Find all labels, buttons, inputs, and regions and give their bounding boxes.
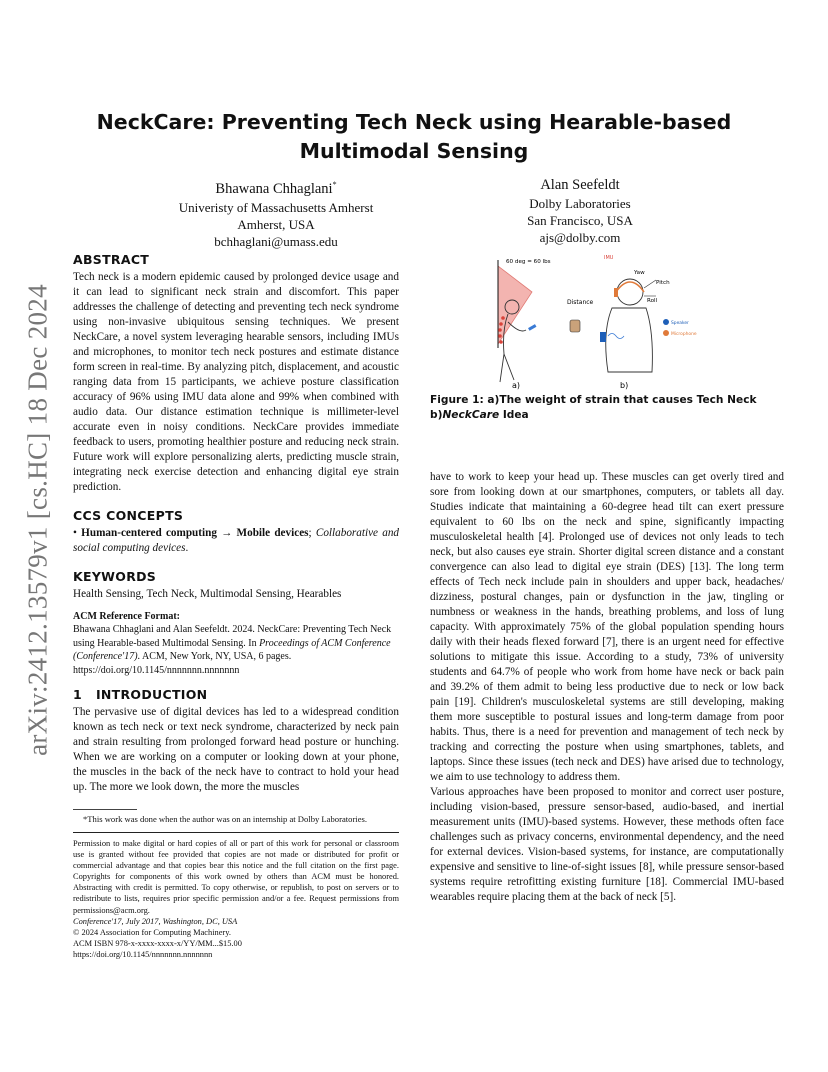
intro-heading-text: INTRODUCTION (95, 687, 208, 703)
acm-reference-venue: Proceedings of ACM Conference (Conference'17) (73, 637, 391, 663)
intro-number: 1 (73, 687, 82, 703)
author-block-2 (460, 175, 700, 246)
intro-text: The pervasive use of digital devices has led to a widespread condition known as tech neck or text neck syndrome, characterized by neck pain and strain resulting from prolonged forward head posture or hunching. When we are working on a computer or looking down at your phone, the muscles in the back of the neck have to contract to hold your head up. The more we look down, the more the muscles (73, 706, 399, 794)
author-block-1 (126, 175, 426, 250)
keywords-heading: KEYWORDS (73, 569, 157, 584)
author-affiliation: Dolby Laboratories (529, 196, 631, 211)
figure-panel-b (567, 255, 697, 390)
ccs-text (73, 526, 399, 556)
angle-wedge (498, 266, 532, 344)
head (617, 279, 643, 305)
spine-dot (498, 334, 502, 338)
speaker-label: Speaker (671, 321, 689, 326)
spine-dot (499, 322, 503, 326)
figure-1 (484, 252, 720, 392)
author-location: Amherst, USA (237, 216, 315, 232)
footnote: *This work was done when the author was on an internship at Dolby Laboratories. (83, 814, 368, 824)
intro-paragraph-2: Various approaches have been proposed to monitor and correct user posture, including vision-based, pressure sensor-based, audio-based, and inertial measurement units (IMU)-based systems. However, these methods often face challenges such as privacy concerns, environmental dependency, and the need for external devices. Vision-based systems, for instance, are computationally expensive and sensitive to line-of-sight issues [8], while pressure sensor-based systems require retrofitting existing furniture [18]. Commercial IMU-based wearables require placing them at the back of neck [5]. (430, 786, 784, 903)
ccs-separator: ; (308, 527, 316, 539)
ccs-end: . (185, 542, 189, 554)
panel-b-label: b) (620, 381, 629, 390)
author-email: ajs@dolby.com (539, 230, 621, 245)
acm-reference (73, 610, 399, 677)
abstract-text: Tech neck is a modern epidemic caused by prolonged device usage and it can lead to significant neck strain and discomfort. This paper addresses the challenge of detecting and preventing tech neck syndrome using non-invasive ubiquitous sensing techniques. We present NeckCare, a novel system leveraging hearable sensors, including IMUs and microphones, to monitor tech neck postures and estimate distance form screen in real-time. By analyzing pitch, displacement, and acoustic ranging data from 15 participants, we achieve posture classification accuracy of 96% using IMU data alone and 99% when combined with audio data. Our distance estimation technique is millimeter-level accurate even in noisy conditions. NeckCare provides immediate feedback to users, promoting healthier posture and reducing neck strain. Future work will explore personalizing alerts, predicting muscle strain, integrating neck exercise detection and enhancing digital eye strain prediction. (73, 271, 399, 493)
author-name: Bhawana Chhaglani (215, 180, 333, 197)
left-column (73, 252, 399, 795)
author-affiliation: Univeristy of Massachusetts Amherst (178, 199, 374, 215)
abstract-heading: ABSTRACT (73, 252, 150, 267)
footnote-rule (73, 809, 137, 810)
spine-dot (498, 328, 502, 332)
acm-reference-heading: ACM Reference Format: (73, 611, 180, 622)
right-column (430, 470, 784, 905)
permission-rule (73, 832, 399, 833)
intro-heading (73, 687, 399, 702)
phone (528, 324, 536, 331)
ccs-primary: Human-centered computing → Mobile devices (81, 527, 309, 539)
cup (570, 320, 580, 332)
torso (606, 308, 653, 372)
keywords-text: Health Sensing, Tech Neck, Multimodal Sensing, Hearables (73, 588, 342, 600)
permission-block (73, 838, 399, 960)
caption-end: Idea (499, 409, 529, 421)
isbn-line: ACM ISBN 978-x-xxxx-xxxx-x/YY/MM...$15.00 (73, 938, 242, 948)
figure-panel-a (498, 259, 551, 390)
figure-caption (430, 393, 784, 423)
yaw-label: Yaw (634, 270, 645, 276)
intro-paragraph-continued: have to work to keep your head up. These muscles can get overly tired and sore from looking down at our smartphones, computers, or tablets all day. Studies indicate that maintaining a 60-degree head tilt can exert pressure equivalent to 60 lbs on the neck and spine, significantly impacting musculoskeletal health [4]. Prolonged use of devices not only leads to tech neck, but also causes eye strain. Shorter digital screen distance and a constant convergence can also lead to digital eye strain (DES) [13]. The long term effects of Tech neck include pain in shoulders and upper back, headaches/ dizziness, postural changes, pain or dysfunction in the jaw, tingling or numbness or weakness in the hands, breathing problems, and loss of lung capacity. With approximately 75% of the global population spending hours daily with their heads flexed forward [7], there is an urgent need for effective solutions to mitigate this issue. According to a study, 73% of university students and 64.7% of people who work from home have neck or back pain and 39.2% of them admit to being less productive due to neck or low back pain [19]. Children's musculoskeletal systems are still developing, making them more susceptible to postural issues and long-term damage from poor habits. Thus, there is a need for prevention and management of tech neck by tracking and correcting the posture when using smartphones, tablets, and laptops. Since these issues (tech neck and DES) have arised due to technology, we aim to use technology to address them. (430, 471, 784, 783)
axis-line (644, 280, 656, 288)
ccs-bullet: • (73, 527, 77, 539)
permission-text: Permission to make digital or hard copies of all or part of this work for personal or classroom use is granted without fee provided that copies are not made or distributed for profit or commercial advantage and that copies bear this notice and the full citation on the first page. Copyrights for components of this work owned by others than ACM must be honored. Abstracting with credit is permitted. To copy otherwise, or republish, to post on servers or to redistribute to lists, requires prior specific permission and/or a fee. Request permissions from permissions@acm.org. (73, 839, 399, 915)
imu-label: IMU (604, 255, 614, 261)
caption-text: Figure 1: a)The weight of strain that causes Tech Neck b) (430, 394, 757, 421)
angle-label: 60 deg = 60 lbs (506, 259, 551, 265)
speaker-legend-dot (663, 319, 669, 325)
doi-line: https://doi.org/10.1145/nnnnnnn.nnnnnnn (73, 949, 213, 959)
microphone-legend-dot (663, 330, 669, 336)
ccs-heading: CCS CONCEPTS (73, 508, 184, 523)
earcup (614, 288, 618, 297)
distance-label: Distance (567, 299, 594, 306)
author-name: Alan Seefeldt (540, 177, 620, 193)
roll-label: Roll (647, 298, 658, 304)
acm-reference-pre: Bhawana Chhaglani and Alan Seefeldt. 2024. NeckCare: Preventing Tech Neck using Hearable-based Multimodal Sensing. In (73, 624, 392, 649)
author-email: bchhaglani@umass.edu (214, 233, 338, 249)
author-location: San Francisco, USA (527, 213, 633, 228)
phone (600, 332, 606, 342)
copyright-line: © 2024 Association for Computing Machinery. (73, 927, 231, 937)
acm-reference-post: . ACM, New York, NY, USA, 6 pages. https://doi.org/10.1145/nnnnnnn.nnnnnnn (73, 651, 292, 676)
panel-a-label: a) (512, 381, 521, 390)
spine-dot (501, 316, 505, 320)
spine-dot (499, 340, 503, 344)
microphone-label: Microphone (671, 332, 697, 337)
ccs-secondary: Collaborative and social computing devices (73, 527, 400, 554)
conference-line: Conference'17, July 2017, Washington, DC, USA (73, 916, 238, 926)
author-footnote-mark: * (332, 180, 337, 189)
pitch-label: Pitch (656, 280, 670, 286)
paper-title: NeckCare: Preventing Tech Neck using Hearable-based Multimodal Sensing (96, 110, 732, 163)
arxiv-stamp (22, 282, 54, 758)
arxiv-stamp-text: arXiv:2412.13579v1 [cs.HC] 18 Dec 2024 (22, 284, 53, 756)
sound-wave (608, 334, 624, 339)
caption-italic: NeckCare (442, 409, 500, 421)
